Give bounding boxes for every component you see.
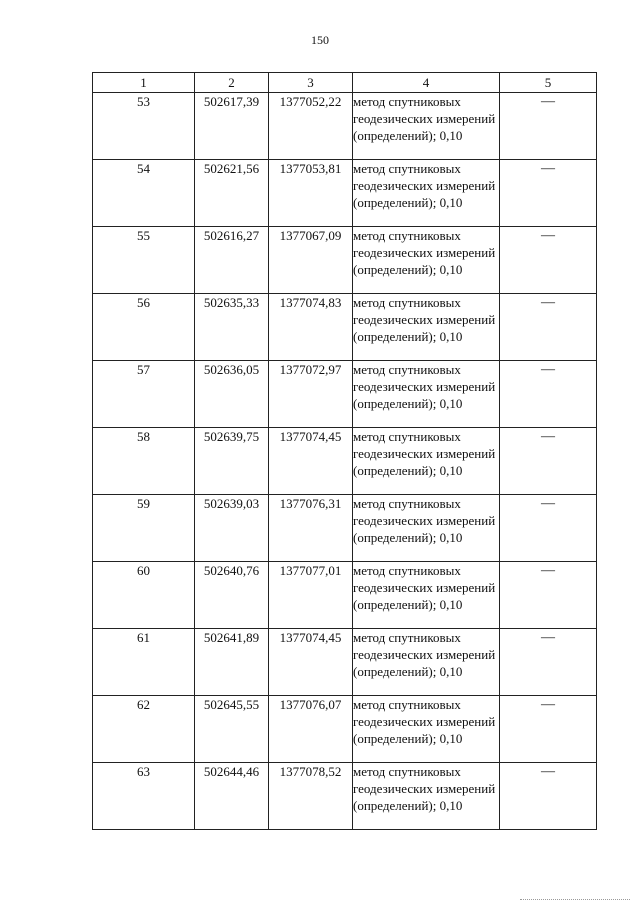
measurement-method: метод спутниковых геодезических измерений (определений); 0,10 bbox=[353, 428, 500, 495]
measurement-method: метод спутниковых геодезических измерений (определений); 0,10 bbox=[353, 160, 500, 227]
note-dash: — bbox=[500, 93, 597, 160]
table-row bbox=[93, 696, 597, 763]
coordinate-y: 1377052,22 bbox=[269, 93, 353, 160]
coordinate-y: 1377074,83 bbox=[269, 294, 353, 361]
coordinate-y: 1377072,97 bbox=[269, 361, 353, 428]
measurement-method: метод спутниковых геодезических измерений (определений); 0,10 bbox=[353, 227, 500, 294]
coordinate-y: 1377053,81 bbox=[269, 160, 353, 227]
measurement-method: метод спутниковых геодезических измерений (определений); 0,10 bbox=[353, 294, 500, 361]
coordinate-y: 1377076,31 bbox=[269, 495, 353, 562]
coordinate-x: 502645,55 bbox=[195, 696, 269, 763]
coordinates-table bbox=[92, 72, 597, 830]
header-col-1: 1 bbox=[93, 73, 195, 93]
coordinate-x: 502644,46 bbox=[195, 763, 269, 830]
coordinate-y: 1377076,07 bbox=[269, 696, 353, 763]
point-number: 53 bbox=[93, 93, 195, 160]
table-row bbox=[93, 629, 597, 696]
coordinate-y: 1377074,45 bbox=[269, 428, 353, 495]
table-row bbox=[93, 294, 597, 361]
coordinate-x: 502639,03 bbox=[195, 495, 269, 562]
measurement-method: метод спутниковых геодезических измерений (определений); 0,10 bbox=[353, 93, 500, 160]
point-number: 54 bbox=[93, 160, 195, 227]
table-row bbox=[93, 562, 597, 629]
measurement-method: метод спутниковых геодезических измерений (определений); 0,10 bbox=[353, 495, 500, 562]
point-number: 57 bbox=[93, 361, 195, 428]
point-number: 58 bbox=[93, 428, 195, 495]
note-dash: — bbox=[500, 160, 597, 227]
table-row bbox=[93, 495, 597, 562]
coordinate-x: 502617,39 bbox=[195, 93, 269, 160]
coordinate-x: 502639,75 bbox=[195, 428, 269, 495]
coordinate-y: 1377074,45 bbox=[269, 629, 353, 696]
note-dash: — bbox=[500, 629, 597, 696]
table-row bbox=[93, 361, 597, 428]
coordinate-x: 502621,56 bbox=[195, 160, 269, 227]
point-number: 61 bbox=[93, 629, 195, 696]
measurement-method: метод спутниковых геодезических измерений (определений); 0,10 bbox=[353, 361, 500, 428]
coordinate-x: 502635,33 bbox=[195, 294, 269, 361]
point-number: 62 bbox=[93, 696, 195, 763]
table-row bbox=[93, 763, 597, 830]
measurement-method: метод спутниковых геодезических измерений (определений); 0,10 bbox=[353, 562, 500, 629]
point-number: 60 bbox=[93, 562, 195, 629]
note-dash: — bbox=[500, 763, 597, 830]
point-number: 63 bbox=[93, 763, 195, 830]
scan-artifact bbox=[520, 899, 630, 902]
note-dash: — bbox=[500, 562, 597, 629]
table-row bbox=[93, 93, 597, 160]
note-dash: — bbox=[500, 428, 597, 495]
point-number: 56 bbox=[93, 294, 195, 361]
coordinate-x: 502636,05 bbox=[195, 361, 269, 428]
header-col-4: 4 bbox=[353, 73, 500, 93]
header-col-2: 2 bbox=[195, 73, 269, 93]
measurement-method: метод спутниковых геодезических измерений (определений); 0,10 bbox=[353, 629, 500, 696]
table-header-row bbox=[93, 73, 597, 93]
table-row bbox=[93, 160, 597, 227]
point-number: 55 bbox=[93, 227, 195, 294]
note-dash: — bbox=[500, 696, 597, 763]
point-number: 59 bbox=[93, 495, 195, 562]
coordinate-x: 502616,27 bbox=[195, 227, 269, 294]
measurement-method: метод спутниковых геодезических измерений (определений); 0,10 bbox=[353, 763, 500, 830]
note-dash: — bbox=[500, 294, 597, 361]
coordinate-y: 1377077,01 bbox=[269, 562, 353, 629]
coordinate-x: 502640,76 bbox=[195, 562, 269, 629]
header-col-5: 5 bbox=[500, 73, 597, 93]
table-row bbox=[93, 428, 597, 495]
coordinate-x: 502641,89 bbox=[195, 629, 269, 696]
coordinate-y: 1377078,52 bbox=[269, 763, 353, 830]
note-dash: — bbox=[500, 361, 597, 428]
measurement-method: метод спутниковых геодезических измерений (определений); 0,10 bbox=[353, 696, 500, 763]
header-col-3: 3 bbox=[269, 73, 353, 93]
coordinate-y: 1377067,09 bbox=[269, 227, 353, 294]
note-dash: — bbox=[500, 495, 597, 562]
page-number: 150 bbox=[311, 33, 329, 47]
note-dash: — bbox=[500, 227, 597, 294]
table-row bbox=[93, 227, 597, 294]
